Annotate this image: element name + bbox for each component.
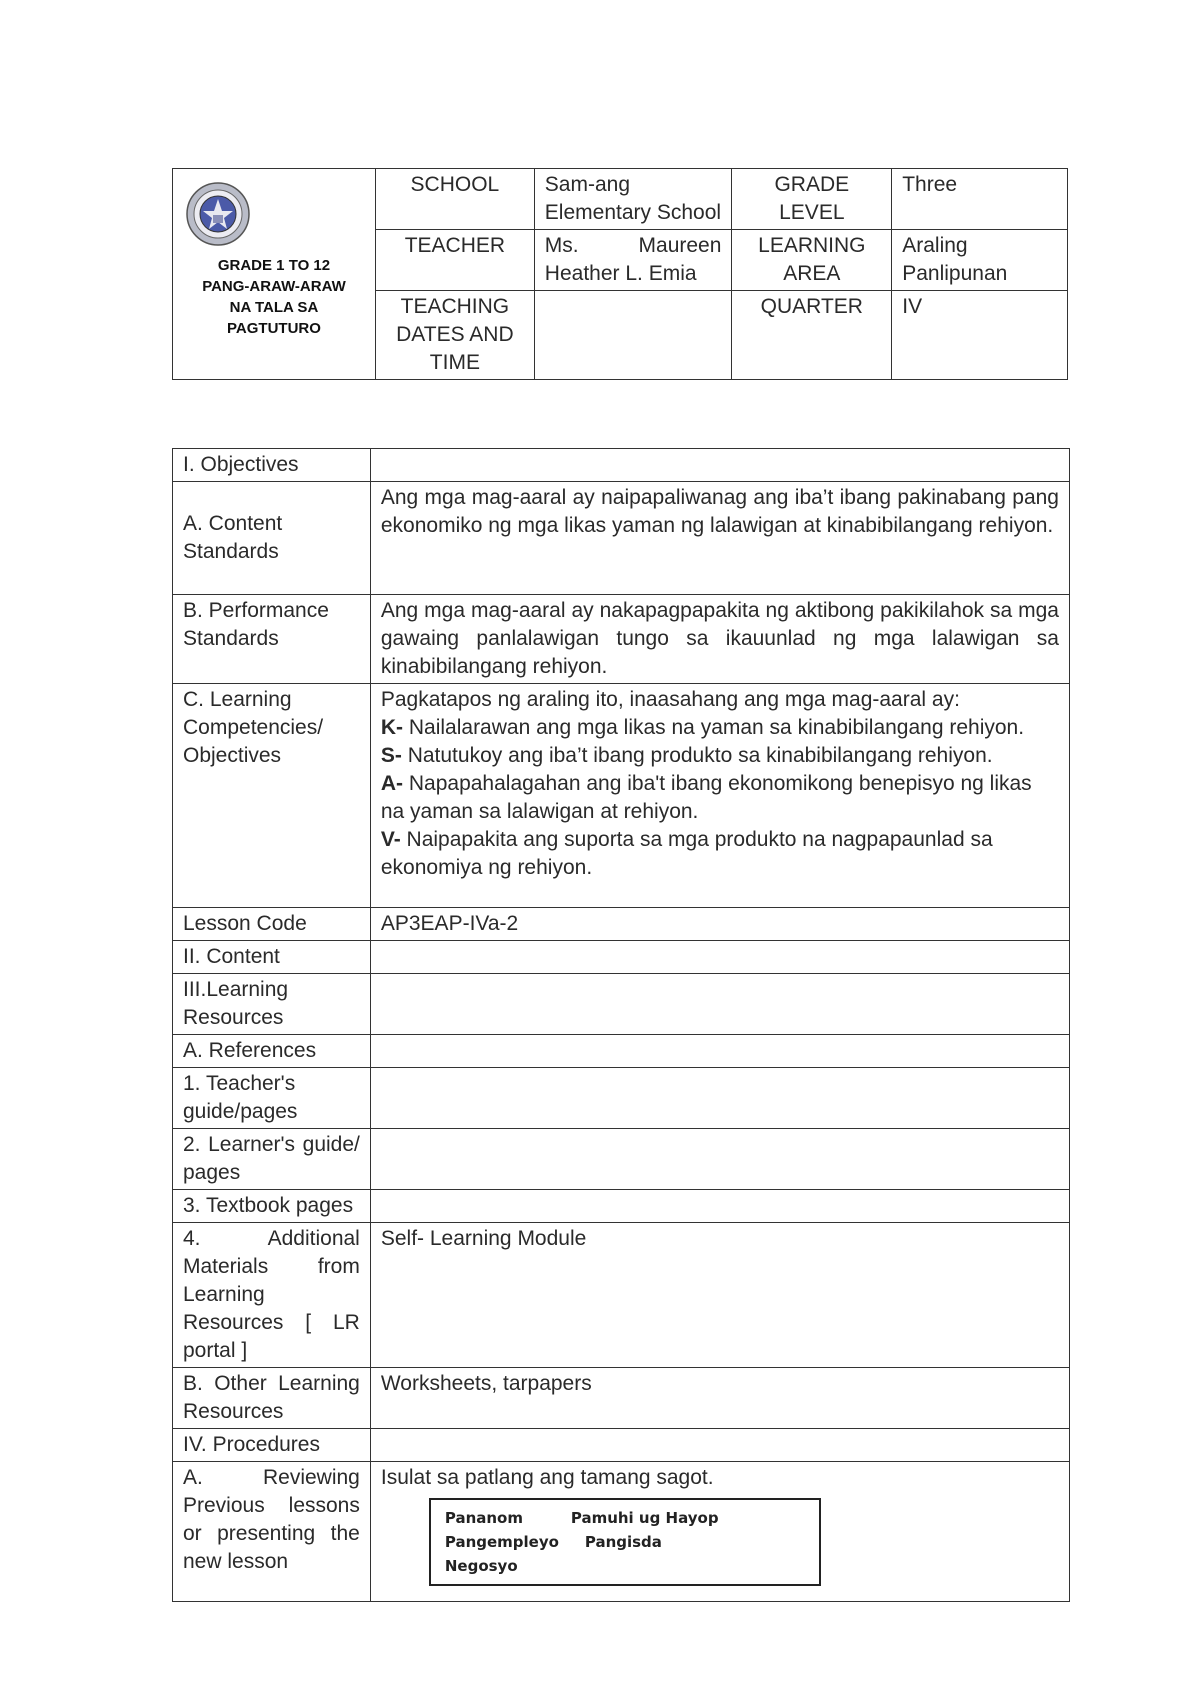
additional-materials-value: Self- Learning Module: [370, 1223, 1069, 1368]
objective-s-text: Natutukoy ang iba’t ibang produkto sa kinabibilangang rehiyon.: [401, 744, 993, 767]
objective-v-text-1: Naipapakita ang suporta sa mga produkto na nagpapaunlad sa: [400, 828, 993, 851]
choice-item: Pangempleyo: [444, 1533, 559, 1551]
objective-a: [381, 770, 1059, 798]
lesson-code-value: AP3EAP-IVa-2: [370, 908, 1069, 941]
teachers-guide-label: 1. Teacher's guide/pages: [173, 1068, 371, 1129]
objectives-value: [370, 449, 1069, 482]
grade-level-value: Three: [892, 169, 1068, 230]
reviewing-label: A. Reviewing Previous lessons or presenting the new lesson: [173, 1462, 371, 1602]
quarter-value: IV: [892, 291, 1068, 380]
learners-guide-label: 2. Learner's guide/ pages: [173, 1129, 371, 1190]
other-resources-label: B. Other Learning Resources: [173, 1368, 371, 1429]
teachers-guide-value: [370, 1068, 1069, 1129]
school-label: SCHOOL: [375, 169, 534, 230]
reviewing-value: [370, 1462, 1069, 1602]
doc-title-line-3: PAGTUTURO: [227, 320, 321, 337]
objective-k: [381, 714, 1059, 742]
references-label: A. References: [173, 1035, 371, 1068]
grade-level-label: GRADE LEVEL: [732, 169, 892, 230]
objectives-label: I. Objectives: [173, 449, 371, 482]
competencies-intro: Pagkatapos ng araling ito, inaasahang ang mga mag-aaral ay:: [380, 688, 960, 711]
content-standards-value: Ang mga mag-aaral ay naipapaliwanag ang iba’t ibang pakinabang pang ekonomiko ng mga likas yaman ng lalawigan at kinabibilangang rehiyon.: [370, 482, 1069, 595]
choice-item: Pananom: [444, 1509, 523, 1527]
content-value: [370, 941, 1069, 974]
deped-seal-icon: [185, 181, 251, 247]
objective-v-letter: V-: [380, 828, 401, 851]
objective-a-letter: A-: [380, 772, 404, 795]
objective-s-letter: S-: [380, 744, 402, 767]
quarter-label: QUARTER: [732, 291, 892, 380]
teaching-dates-value: [534, 291, 732, 380]
objective-k-letter: K-: [380, 716, 404, 739]
objective-s: [381, 742, 1059, 770]
content-standards-label: A. Content Standards: [173, 482, 371, 595]
school-value: Sam-ang Elementary School: [534, 169, 732, 230]
doc-title-line-2: NA TALA SA: [229, 299, 319, 316]
textbook-value: [370, 1190, 1069, 1223]
textbook-label: 3. Textbook pages: [173, 1190, 371, 1223]
header-table: [172, 168, 1068, 380]
objective-a-text-1: Napapahalagahan ang iba't ibang ekonomikong benepisyo ng likas: [403, 772, 1032, 795]
reviewing-instruction: Isulat sa patlang ang tamang sagot.: [380, 1466, 714, 1489]
word-choice-box: [429, 1498, 821, 1586]
competencies-label: C. Learning Competencies/ Objectives: [173, 684, 371, 908]
logo-cell: [173, 169, 376, 380]
references-value: [370, 1035, 1069, 1068]
learning-area-label: LEARNING AREA: [732, 230, 892, 291]
other-resources-value: Worksheets, tarpapers: [370, 1368, 1069, 1429]
learning-area-value: Araling Panlipunan: [892, 230, 1068, 291]
learning-resources-value: [370, 974, 1069, 1035]
choice-item: Negosyo: [444, 1557, 518, 1575]
additional-materials-label: 4. Additional Materials from Learning Resources [ LR portal ]: [173, 1223, 371, 1368]
objective-a-text-2: na yaman sa lalawigan at rehiyon.: [380, 800, 699, 823]
lesson-code-label: Lesson Code: [173, 908, 371, 941]
procedures-value: [370, 1429, 1069, 1462]
learners-guide-value: [370, 1129, 1069, 1190]
lesson-plan-table: [172, 448, 1070, 1602]
procedures-label: IV. Procedures: [173, 1429, 371, 1462]
objective-v-text-2: ekonomiya ng rehiyon.: [380, 856, 593, 879]
doc-title-line-1: PANG-ARAW-ARAW: [202, 278, 346, 295]
content-label: II. Content: [173, 941, 371, 974]
grade-label: GRADE 1 TO 12: [217, 257, 331, 274]
performance-standards-label: B. Performance Standards: [173, 595, 371, 684]
objective-k-text: Nailalarawan ang mga likas na yaman sa kinabibilangang rehiyon.: [403, 716, 1025, 739]
teacher-value: Ms. Maureen Heather L. Emia: [534, 230, 732, 291]
teacher-label: TEACHER: [375, 230, 534, 291]
learning-resources-label: III.Learning Resources: [173, 974, 371, 1035]
choice-item: Pamuhi ug Hayop: [570, 1509, 719, 1527]
competencies-value: [370, 684, 1069, 908]
choice-item: Pangisda: [584, 1533, 662, 1551]
teaching-dates-label: TEACHING DATES AND TIME: [375, 291, 534, 380]
objective-v: [381, 826, 1059, 854]
performance-standards-value: Ang mga mag-aaral ay nakapagpapakita ng aktibong pakikilahok sa mga gawaing panlalawigan tungo sa ikauunlad ng mga lalawigan sa kinabibilangang rehiyon.: [370, 595, 1069, 684]
